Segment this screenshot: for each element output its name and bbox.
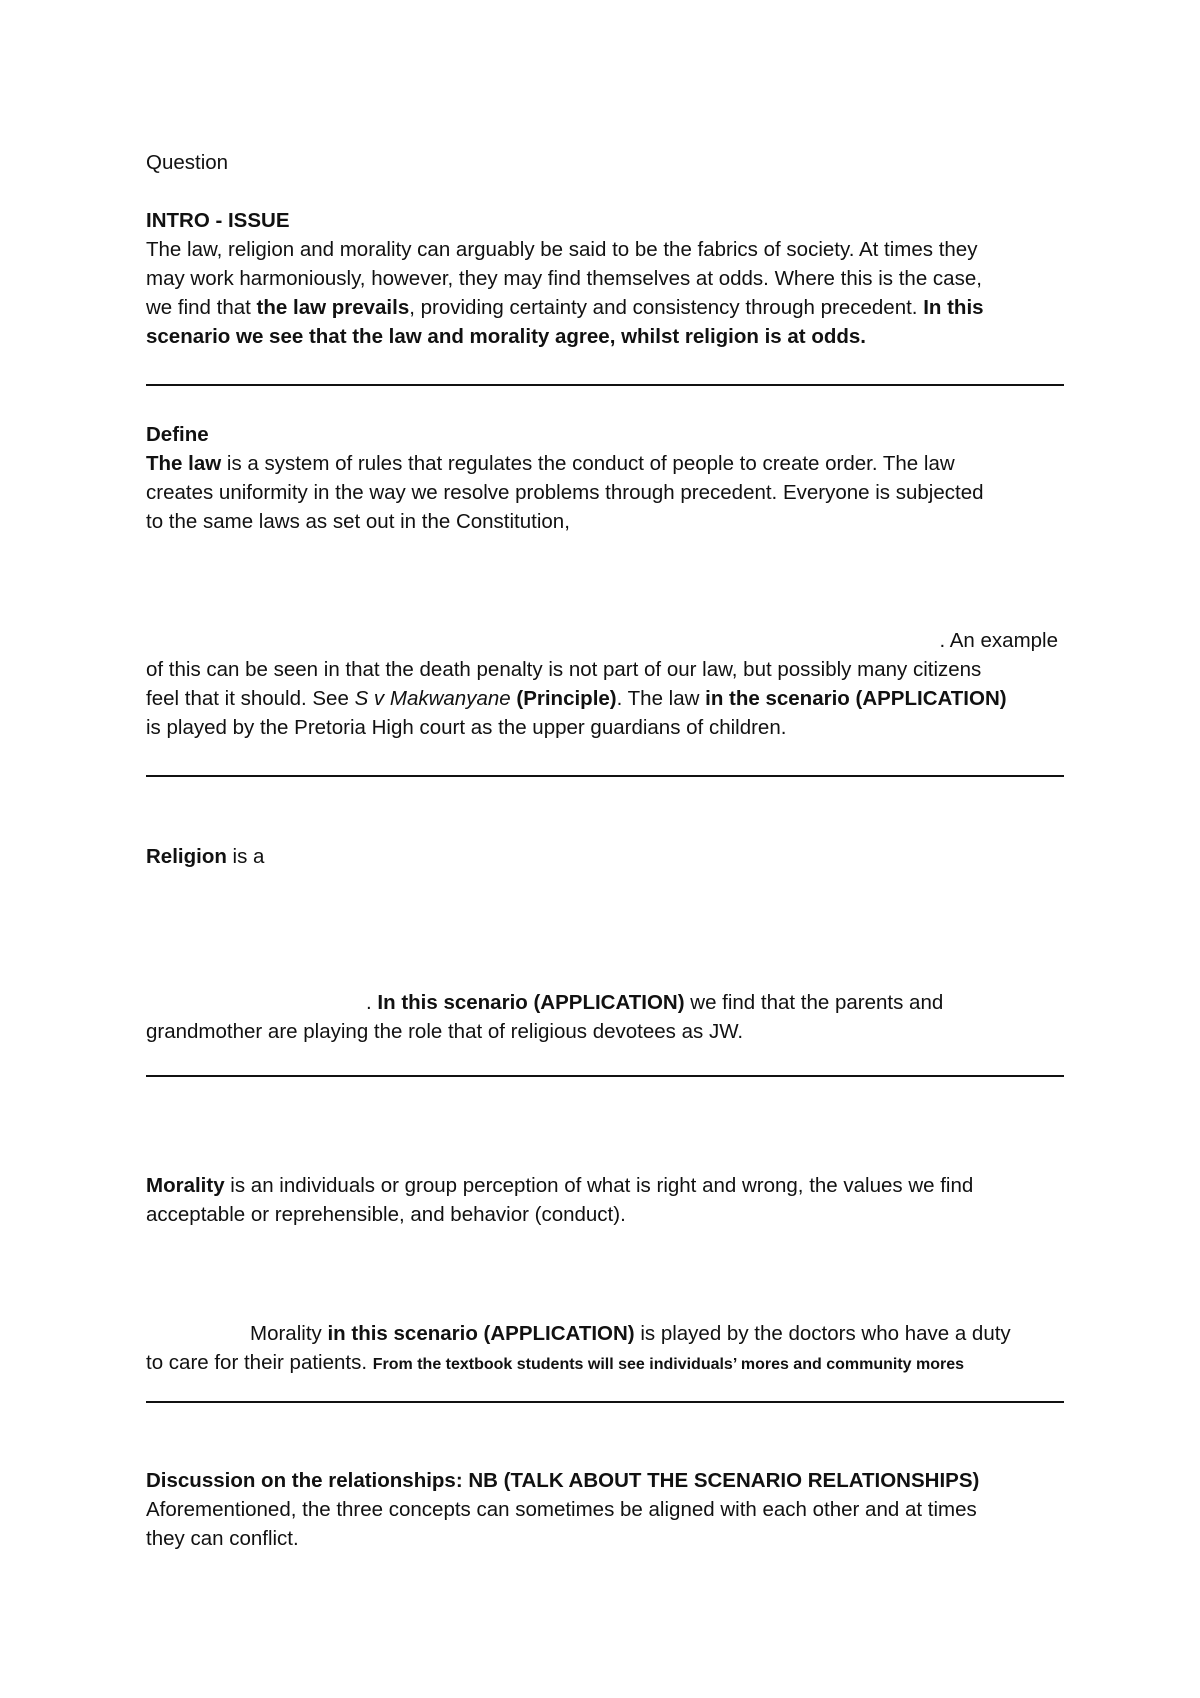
define-line-2: creates uniformity in the way we resolve problems through precedent. Everyone is subjected (146, 481, 984, 504)
define-continued (146, 626, 1066, 742)
case-name: S v Makwanyane (354, 687, 511, 710)
religion-text: we find that the parents and (684, 991, 944, 1014)
define-line-3: to the same laws as set out in the Constitution, (146, 510, 570, 533)
religion-continued (146, 988, 1066, 1046)
intro-section (146, 206, 1066, 351)
morality-text: is played by the doctors who have a duty (634, 1322, 1011, 1345)
discussion-line-2: they can conflict. (146, 1527, 299, 1550)
define-line-5: of this can be seen in that the death penalty is not part of our law, but possibly many citizens (146, 658, 982, 681)
section-divider (146, 384, 1064, 386)
define-line-1 (146, 449, 1066, 478)
religion-section (146, 842, 1066, 871)
discussion-title: Discussion on the relationships: NB (TALK ABOUT THE SCENARIO RELATIONSHIPS) (146, 1469, 980, 1492)
intro-bold-text: In this (923, 296, 984, 319)
morality-line-3 (146, 1319, 1066, 1348)
define-text: . The law (616, 687, 706, 710)
intro-line-2: may work harmoniously, however, they may find themselves at odds. Where this is the case, (146, 267, 982, 290)
morality-text: to care for their patients. (146, 1351, 373, 1374)
section-divider (146, 1075, 1064, 1077)
define-line-4: . An example (939, 629, 1058, 652)
religion-term: Religion (146, 845, 227, 868)
principle-label: (Principle) (516, 687, 617, 710)
morality-text: Morality (250, 1322, 328, 1345)
define-line-6 (146, 684, 1066, 713)
intro-text: we find that (146, 296, 257, 319)
question-heading (146, 148, 1066, 177)
religion-text: . (366, 991, 378, 1014)
morality-text: is an individuals or group perception of what is right and wrong, the values we find (224, 1174, 974, 1197)
morality-line-2: acceptable or reprehensible, and behavior (conduct). (146, 1203, 626, 1226)
intro-line-3 (146, 293, 1066, 322)
define-title: Define (146, 423, 209, 446)
morality-continued (146, 1319, 1066, 1379)
define-line-7: is played by the Pretoria High court as the upper guardians of children. (146, 716, 787, 739)
define-section (146, 420, 1066, 536)
section-divider (146, 1401, 1064, 1403)
textbook-note: From the textbook students will see individuals’ mores and community mores (372, 1356, 965, 1373)
intro-title: INTRO - ISSUE (146, 209, 290, 232)
religion-line-1 (146, 842, 1066, 871)
discussion-line-1: Aforementioned, the three concepts can sometimes be aligned with each other and at times (146, 1498, 977, 1521)
morality-section (146, 1171, 1066, 1229)
intro-bold-law-prevails: the law prevails (256, 296, 410, 319)
define-text: is a system of rules that regulates the conduct of people to create order. The law (221, 452, 955, 475)
religion-text: is a (226, 845, 265, 868)
intro-text: , providing certainty and consistency through precedent. (409, 296, 924, 319)
discussion-section (146, 1466, 1066, 1553)
define-term-law: The law (146, 452, 222, 475)
application-label: In this scenario (APPLICATION) (377, 991, 685, 1014)
application-label: in this scenario (APPLICATION) (327, 1322, 635, 1345)
question-label: Question (146, 151, 229, 174)
intro-line-4: scenario we see that the law and morality agree, whilst religion is at odds. (146, 325, 866, 348)
morality-term: Morality (146, 1174, 225, 1197)
section-divider (146, 775, 1064, 777)
religion-line-2 (146, 988, 1066, 1017)
religion-line-3: grandmother are playing the role that of religious devotees as JW. (146, 1020, 744, 1043)
intro-line-1: The law, religion and morality can arguably be said to be the fabrics of society. At times they (146, 238, 978, 261)
application-label: in the scenario (APPLICATION) (705, 687, 1007, 710)
morality-line-4 (146, 1348, 1066, 1379)
morality-line-1 (146, 1171, 1066, 1200)
define-text: feel that it should. See (146, 687, 355, 710)
